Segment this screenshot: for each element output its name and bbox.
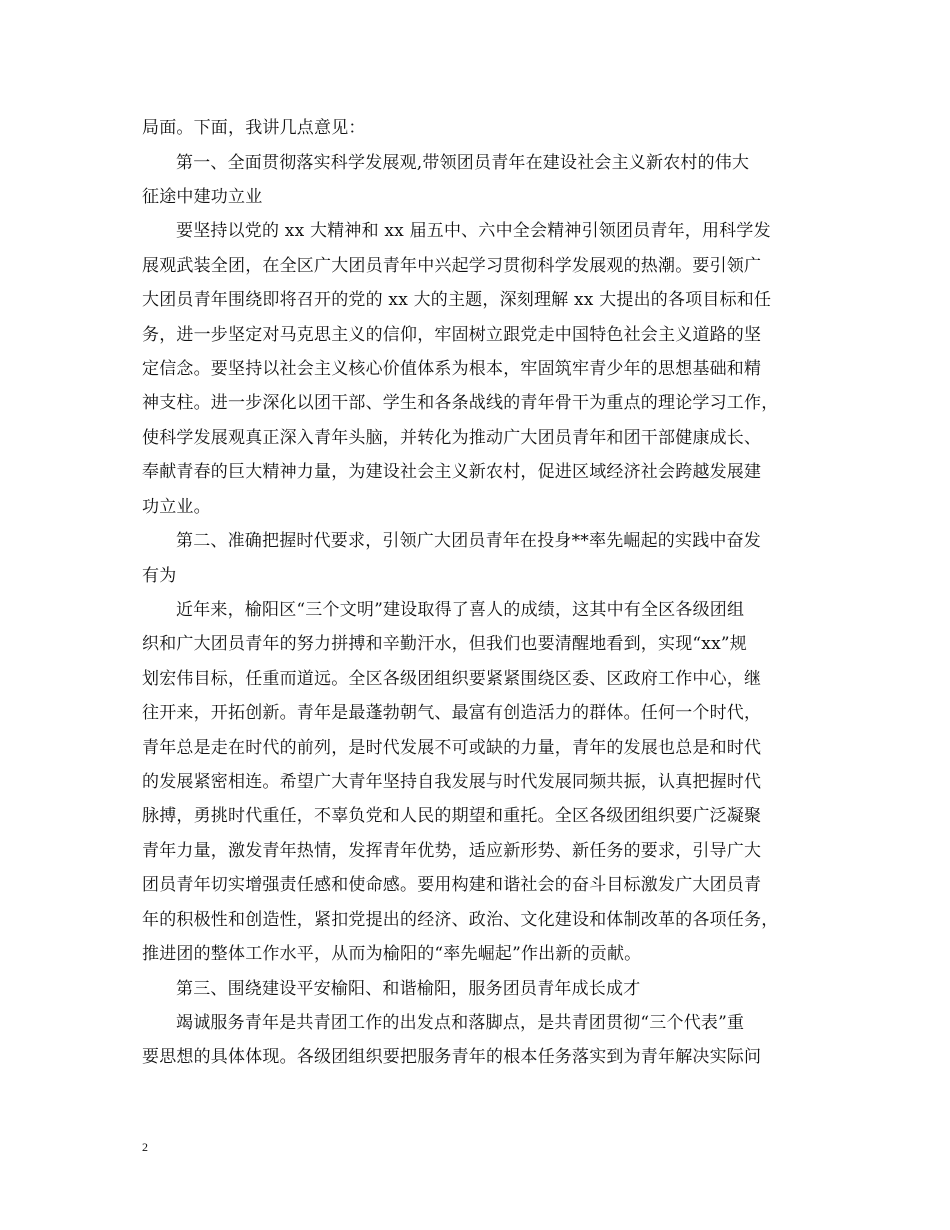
- text-line: 年的积极性和创造性，紧扣党提出的经济、政治、文化建设和体制改革的各项任务，: [142, 910, 779, 930]
- text-line: 团员青年切实增强责任感和使命感。要用构建和谐社会的奋斗目标激发广大团员青: [142, 875, 762, 895]
- text-line: 织和广大团员青年的努力拼搏和辛勤汗水，但我们也要清醒地看到，实现“xx”规: [142, 634, 747, 654]
- text-line: 展观武装全团，在全区广大团员青年中兴起学习贯彻科学发展观的热潮。要引领广: [142, 256, 762, 276]
- section-heading-2-cont: 有为: [142, 566, 177, 586]
- text-line: 定信念。要坚持以社会主义核心价值体系为根本，牢固筑牢青少年的思想基础和精: [142, 359, 762, 379]
- text-line: 脉搏，勇挑时代重任，不辜负党和人民的期望和重托。全区各级团组织要广泛凝聚: [142, 806, 762, 826]
- text-line: 划宏伟目标，任重而道远。全区各级团组织要紧紧围绕区委、区政府工作中心，继: [142, 669, 762, 689]
- text-line: 功立业。: [142, 497, 211, 517]
- text-line: 神支柱。进一步深化以团干部、学生和各条战线的青年骨干为重点的理论学习工作，: [142, 393, 779, 413]
- section-heading-3: 第三、围绕建设平安榆阳、和谐榆阳，服务团员青年成长成才: [176, 979, 641, 999]
- section-heading-1-cont: 征途中建功立业: [142, 187, 263, 207]
- text-line: 往开来，开拓创新。青年是最蓬勃朝气、最富有创造活力的群体。任何一个时代，: [142, 703, 762, 723]
- text-line: 的发展紧密相连。希望广大青年坚持自我发展与时代发展同频共振，认真把握时代: [142, 772, 762, 792]
- text-line: 务，进一步坚定对马克思主义的信仰，牢固树立跟党走中国特色社会主义道路的坚: [142, 325, 762, 345]
- text-line: 要思想的具体体现。各级团组织要把服务青年的根本任务落实到为青年解决实际问: [142, 1047, 762, 1067]
- text-line: 推进团的整体工作水平，从而为榆阳的“率先崛起”作出新的贡献。: [142, 944, 642, 964]
- section-heading-1: 第一、全面贯彻落实科学发展观,带领团员青年在建设社会主义新农村的伟大: [176, 153, 750, 173]
- text-line: 青年总是走在时代的前列，是时代发展不可或缺的力量，青年的发展也总是和时代: [142, 738, 762, 758]
- text-line: 使科学发展观真正深入青年头脑，并转化为推动广大团员青年和团干部健康成长、: [142, 428, 762, 448]
- text-line: 近年来，榆阳区“三个文明”建设取得了喜人的成绩，这其中有全区各级团组: [176, 600, 745, 620]
- text-line: 局面。下面，我讲几点意见：: [142, 118, 366, 138]
- text-line: 要坚持以党的 xx 大精神和 xx 届五中、六中全会精神引领团员青年，用科学发: [176, 221, 771, 241]
- section-heading-2: 第二、准确把握时代要求，引领广大团员青年在投身**率先崛起的实践中奋发: [176, 531, 761, 551]
- text-line: 青年力量，激发青年热情，发挥青年优势，适应新形势、新任务的要求，引导广大: [142, 841, 762, 861]
- text-line: 奉献青春的巨大精神力量，为建设社会主义新农村，促进区域经济社会跨越发展建: [142, 462, 762, 482]
- text-line: 大团员青年围绕即将召开的党的 xx 大的主题，深刻理解 xx 大提出的各项目标和任: [142, 290, 772, 310]
- page-number: 2: [142, 1140, 148, 1154]
- text-line: 竭诚服务青年是共青团工作的出发点和落脚点，是共青团贯彻“三个代表”重: [176, 1013, 745, 1033]
